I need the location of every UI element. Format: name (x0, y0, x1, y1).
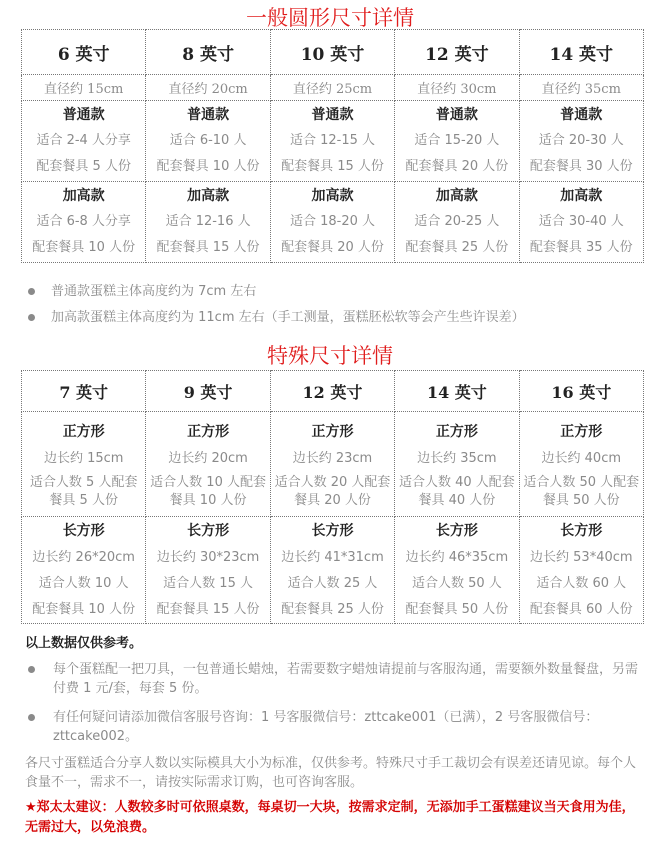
rect-cell (146, 517, 270, 624)
tableware-text: 配套餐具 20 人份 (281, 240, 384, 255)
square-row (22, 412, 644, 517)
diameter-cell: 直径约 20cm (146, 75, 270, 101)
tableware-text: 配套餐具 15 人份 (156, 240, 260, 255)
tableware-text: 配套餐具 50 人份 (405, 602, 509, 617)
disclaimer-paragraph: 各尺寸蛋糕适合分享人数以实际模具大小为标准，仅供参考。特殊尺寸手工裁切会有误差还请见谅。每个人食量不一，需求不一，请按实际需求订购，也可咨询客服。 (25, 756, 637, 790)
note-text: 普通款蛋糕主体高度约为 7cm 左右 (51, 284, 257, 299)
tableware-text: 配套餐具 15 人份 (156, 602, 260, 617)
shape-name: 正方形 (560, 424, 603, 440)
style-name: 加高款 (311, 188, 354, 204)
tableware-text: 配套餐具 10 人份 (32, 240, 136, 255)
style-name: 加高款 (435, 188, 478, 204)
reference-note: 以上数据仅供参考。 (25, 636, 143, 651)
serving-text: 适合 20-30 人 (538, 133, 624, 148)
tall-cell (519, 182, 643, 263)
side-text: 边长约 46*35cm (405, 550, 509, 565)
serving-text: 适合人数 60 人 (536, 576, 627, 591)
tableware-text: 配套餐具 35 人份 (529, 240, 633, 255)
serving-text: 适合人数 10 人配套餐具 10 人份 (150, 475, 266, 508)
tableware-text: 配套餐具 10 人份 (32, 602, 136, 617)
serving-text: 适合 12-15 人 (289, 133, 375, 148)
special-size-table (21, 370, 644, 624)
shape-name: 长方形 (62, 523, 105, 539)
tall-cell (22, 182, 146, 263)
shape-name: 正方形 (187, 424, 230, 440)
square-cell (395, 412, 519, 517)
style-name: 普通款 (311, 107, 354, 123)
rect-cell (519, 517, 643, 624)
style-name: 普通款 (62, 107, 105, 123)
note-text: 每个蛋糕配一把刀具，一包普通长蜡烛，若需要数字蜡烛请提前与客服沟通，需要额外数量餐盘，另需付费 1 元/套，每套 5 份。 (53, 662, 639, 696)
serving-text: 适合人数 20 人配套餐具 20 人份 (274, 475, 391, 508)
bullet-icon (28, 288, 35, 295)
rect-row (22, 517, 644, 624)
tableware-text: 配套餐具 25 人份 (405, 240, 509, 255)
serving-text: 适合 6-8 人分享 (36, 214, 131, 229)
round-size-title: 一般圆形尺寸详情 (246, 6, 414, 30)
side-text: 边长约 26*20cm (32, 550, 135, 565)
normal-cell (395, 101, 519, 182)
tableware-text: 配套餐具 25 人份 (281, 602, 384, 617)
round-size-table (21, 29, 644, 263)
serving-text: 适合人数 25 人 (287, 576, 378, 591)
style-name: 普通款 (560, 107, 603, 123)
special-size-title: 特殊尺寸详情 (267, 344, 393, 368)
side-text: 边长约 41*31cm (281, 550, 384, 565)
size-16-header: 16 英寸 (519, 371, 643, 412)
serving-text: 适合 6-10 人 (169, 133, 247, 148)
side-text: 边长约 30*23cm (156, 550, 260, 565)
style-name: 普通款 (187, 107, 230, 123)
diameter-cell: 直径约 15cm (22, 75, 146, 101)
serving-text: 适合 15-20 人 (414, 133, 500, 148)
size-7-header: 7 英寸 (22, 371, 146, 412)
tall-row (22, 182, 644, 263)
serving-text: 适合 12-16 人 (165, 214, 251, 229)
tall-cell (395, 182, 519, 263)
wechat-contact-note (25, 708, 640, 746)
size-9-header: 9 英寸 (146, 371, 270, 412)
tall-cell (146, 182, 270, 263)
tableware-text: 配套餐具 10 人份 (156, 159, 260, 174)
style-name: 加高款 (560, 188, 603, 204)
size-row (22, 30, 644, 75)
side-text: 边长约 40cm (541, 451, 622, 466)
style-name: 加高款 (62, 188, 105, 204)
diameter-cell: 直径约 30cm (395, 75, 519, 101)
serving-text: 适合 18-20 人 (289, 214, 375, 229)
serving-text: 适合人数 40 人配套餐具 40 人份 (398, 475, 515, 508)
height-note-normal (28, 280, 256, 299)
rect-cell (395, 517, 519, 624)
size-12-header: 12 英寸 (270, 371, 394, 412)
normal-cell (22, 101, 146, 182)
shape-name: 长方形 (311, 523, 354, 539)
serving-text: 适合 30-40 人 (538, 214, 624, 229)
tableware-text: 配套餐具 20 人份 (405, 159, 509, 174)
bullet-icon (28, 314, 35, 321)
serving-text: 适合人数 50 人配套餐具 50 人份 (523, 475, 640, 508)
shape-name: 正方形 (435, 424, 478, 440)
rect-cell (22, 517, 146, 624)
bullet-icon (28, 666, 35, 673)
square-cell (146, 412, 270, 517)
size-14-header: 14 英寸 (395, 371, 519, 412)
serving-text: 适合人数 10 人 (38, 576, 129, 591)
side-text: 边长约 23cm (292, 451, 373, 466)
tableware-text: 配套餐具 5 人份 (36, 159, 131, 174)
style-name: 加高款 (187, 188, 230, 204)
serving-text: 适合人数 50 人 (411, 576, 502, 591)
size-10-header: 10 英寸 (270, 30, 394, 75)
shape-name: 正方形 (62, 424, 105, 440)
style-name: 普通款 (435, 107, 478, 123)
tableware-text: 配套餐具 60 人份 (529, 602, 633, 617)
normal-cell (519, 101, 643, 182)
serving-text: 适合人数 5 人配套餐具 5 人份 (29, 475, 138, 508)
size-12-header: 12 英寸 (395, 30, 519, 75)
side-text: 边长约 53*40cm (530, 550, 633, 565)
square-cell (22, 412, 146, 517)
owner-advice: ★郑太太建议：人数较多时可依照桌数，每桌切一大块，按需求定制，无添加手工蛋糕建议当天食用为佳，无需过大，以免浪费。 (25, 800, 635, 835)
tableware-text: 配套餐具 30 人份 (529, 159, 633, 174)
diameter-row (22, 75, 644, 101)
side-text: 边长约 15cm (43, 451, 124, 466)
normal-cell (270, 101, 394, 182)
tall-cell (270, 182, 394, 263)
shape-name: 长方形 (560, 523, 603, 539)
size-8-header: 8 英寸 (146, 30, 270, 75)
serving-text: 适合 2-4 人分享 (36, 133, 131, 148)
size-6-header: 6 英寸 (22, 30, 146, 75)
side-text: 边长约 20cm (168, 451, 248, 466)
rect-cell (270, 517, 394, 624)
bullet-icon (28, 714, 35, 721)
tableware-text: 配套餐具 15 人份 (281, 159, 384, 174)
note-text: 加高款蛋糕主体高度约为 11cm 左右（手工测量，蛋糕胚松软等会产生些许误差） (51, 310, 525, 325)
shape-name: 长方形 (435, 523, 478, 539)
note-text: 有任何疑问请添加微信客服号咨询：1 号客服微信号：zttcake001（已满），2 号客服微信号：zttcake002。 (53, 710, 599, 744)
shape-name: 长方形 (187, 523, 230, 539)
diameter-cell: 直径约 35cm (519, 75, 643, 101)
height-note-tall (28, 306, 525, 325)
normal-row (22, 101, 644, 182)
square-cell (270, 412, 394, 517)
side-text: 边长约 35cm (417, 451, 497, 466)
serving-text: 适合人数 15 人 (163, 576, 253, 591)
knife-candle-note (25, 660, 640, 698)
normal-cell (146, 101, 270, 182)
serving-text: 适合 20-25 人 (414, 214, 500, 229)
size-14-header: 14 英寸 (519, 30, 643, 75)
diameter-cell: 直径约 25cm (270, 75, 394, 101)
size-row (22, 371, 644, 412)
shape-name: 正方形 (311, 424, 354, 440)
square-cell (519, 412, 643, 517)
